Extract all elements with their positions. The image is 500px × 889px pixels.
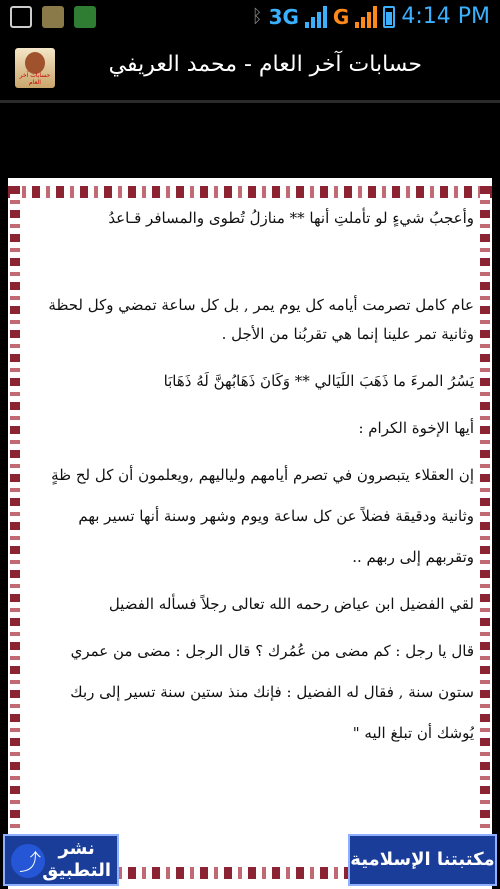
action-bar (0, 36, 500, 103)
text-line: قال يا رجل : كم مضى من عُمُرك ؟ قال الرجل : مضى من عمري (70, 642, 474, 660)
image-notification-icon (10, 6, 32, 28)
text-line: وثانية ودقيقة فضلاً عن كل ساعة ويوم وشهر وسنة أنها تسير بهم (78, 507, 474, 525)
download-notification-icon (74, 6, 96, 28)
text-line: وأعجبُ شيءٍ لو تأملتِ أنها ** منازلُ تُطوى والمسافر قـاعدُ (108, 209, 474, 227)
app-icon[interactable] (15, 48, 55, 88)
share-app-button[interactable] (3, 834, 119, 886)
signal-strength-icon (305, 6, 327, 28)
decorative-border-left (10, 186, 20, 866)
text-line: وثانية تمر علينا إنما هي تقربُنا من الأجل . (221, 325, 474, 343)
text-line: يُوشك أن تبلغ اليه " (352, 724, 474, 742)
text-line: ستون سنة , فقال له الفضيل : فإنك منذ ستين سنة تسير إلى ربك (70, 683, 474, 701)
text-line: وتقربهم إلى ربهم .. (352, 548, 474, 566)
content-page (8, 178, 492, 889)
notification-icons (10, 6, 96, 28)
decorative-border-right (480, 186, 490, 866)
share-label-line2: التطبيق (42, 860, 111, 881)
network-g-label: G (332, 4, 350, 29)
app-icon-caption: حسابات آخر العام (19, 72, 51, 86)
system-icons (252, 4, 490, 29)
ad-banner-area (0, 103, 500, 175)
share-icon (11, 844, 45, 878)
text-line: لقي الفضيل ابن عياض رحمه الله تعالى رجلاً فسأله الفضيل (108, 595, 474, 613)
signal-strength-2-icon (355, 6, 377, 28)
share-label-line1: نشر (58, 838, 95, 859)
network-3g-label: 3G (268, 4, 299, 29)
battery-icon (383, 6, 395, 28)
bluetooth-icon: ᛒ (251, 6, 263, 27)
app-notification-icon (42, 6, 64, 28)
clock: 4:14 PM (401, 4, 490, 29)
portrait-icon (25, 52, 45, 74)
text-line: عام كامل تصرمت أيامه كل يوم يمر , بل كل ساعة تمضي وكل لحظة (48, 296, 474, 314)
decorative-border-top (8, 186, 492, 198)
text-line: يَسُرُ المرءَ ما ذَهَبَ اللَيَالي ** وَكَانَ ذَهَابُهنَّ لَهُ ذَهَابَا (163, 372, 474, 390)
our-library-button[interactable]: مكتبتنا الإسلامية (348, 834, 497, 886)
text-line: أيها الإخوة الكرام : (358, 419, 474, 437)
status-bar (0, 0, 500, 36)
article-text (26, 204, 474, 748)
text-line: إن العقلاء يتبصرون في تصرم أيامهم ولياليهم ,ويعلمون أن كل لح ظةٍ (51, 466, 474, 484)
page-title: حسابات آخر العام - محمد العريفي (108, 52, 422, 77)
